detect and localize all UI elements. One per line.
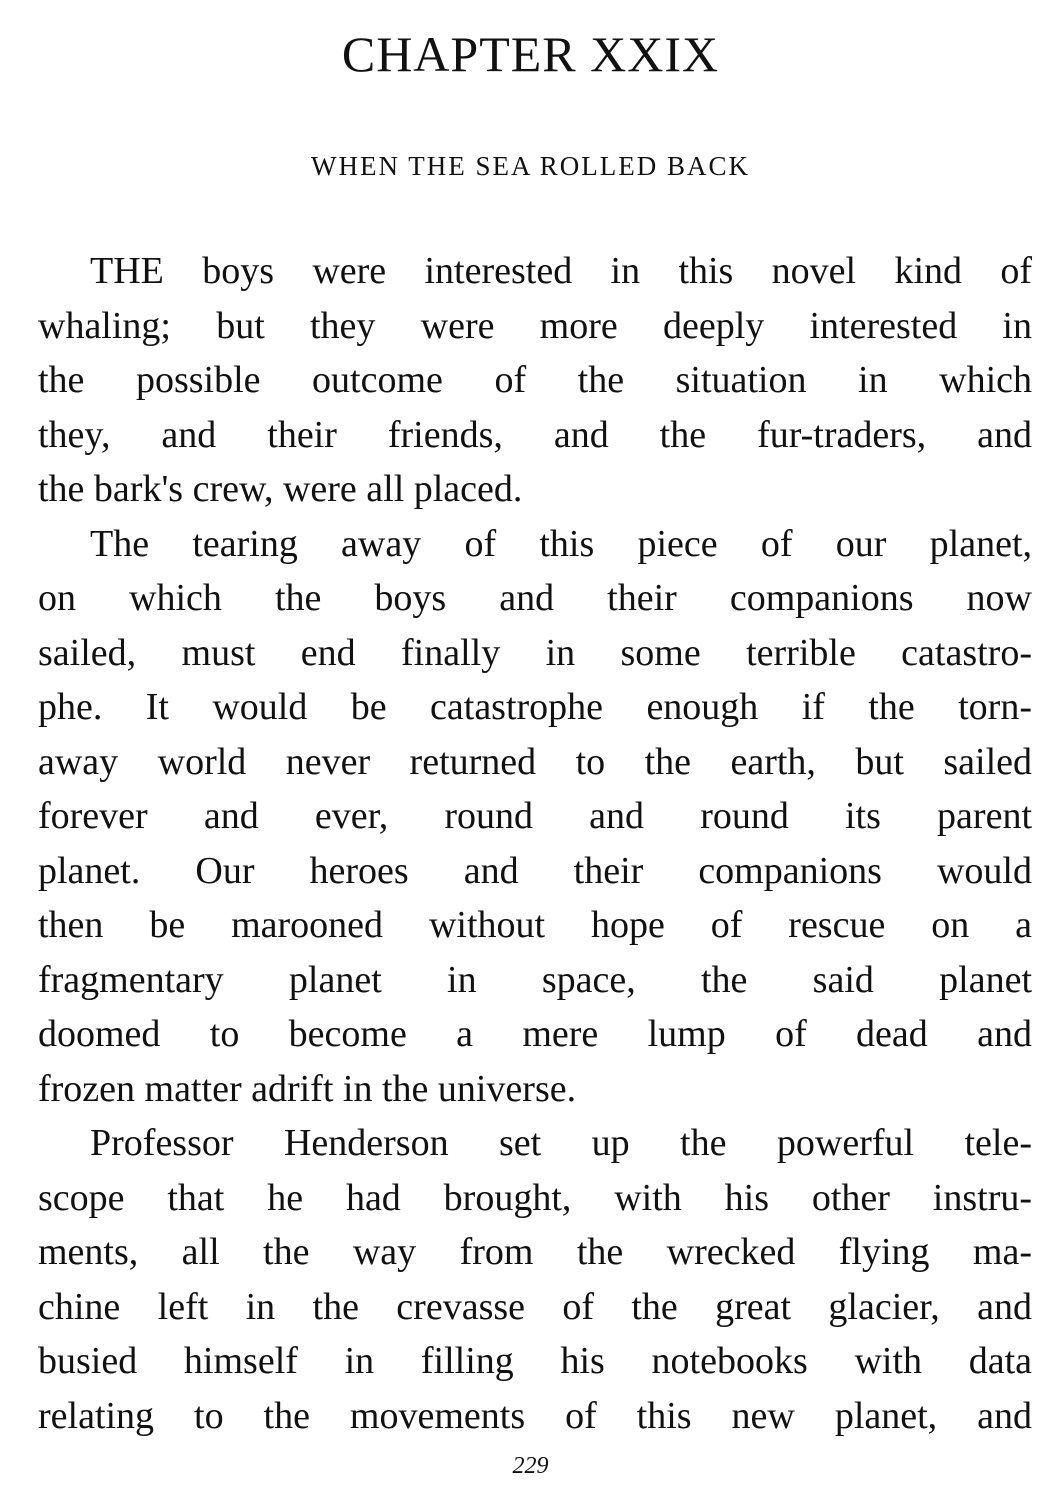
text-line: The tearing away of this piece of our planet,	[90, 522, 1032, 565]
text-line: doomed to become a mere lump of dead and	[38, 1013, 1032, 1055]
text-line: scope that he had brought, with his other instru-	[38, 1176, 1032, 1219]
paragraph-3	[38, 1116, 1032, 1443]
text-line: frozen matter adrift in the universe.	[38, 1067, 577, 1110]
text-line: planet. Our heroes and their companions would	[38, 849, 1032, 892]
text-line: the possible outcome of the situation in which	[38, 359, 1032, 401]
text-line: away world never returned to the earth, but sailed	[38, 740, 1032, 783]
text-line: chine left in the crevasse of the great glacier, and	[38, 1285, 1032, 1328]
page-number: 229	[512, 1453, 549, 1479]
text-line: THE boys were interested in this novel kind of	[90, 250, 1032, 292]
text-line: they, and their friends, and the fur-traders, and	[38, 413, 1032, 456]
text-line: forever and ever, round and round its parent	[38, 795, 1032, 837]
text-line: whaling; but they were more deeply interested in	[38, 304, 1032, 347]
text-line: relating to the movements of this new planet, and	[38, 1394, 1032, 1437]
text-line: Professor Henderson set up the powerful tele-	[90, 1122, 1032, 1164]
chapter-title: CHAPTER XXIX	[341, 26, 720, 82]
text-line: sailed, must end finally in some terrible catastro-	[38, 631, 1032, 674]
body-text	[38, 244, 1032, 1443]
text-line: the bark's crew, were all placed.	[38, 468, 523, 510]
text-line: on which the boys and their companions now	[38, 577, 1032, 619]
text-line: phe. It would be catastrophe enough if the torn-	[38, 686, 1032, 728]
text-line: ments, all the way from the wrecked flying ma-	[38, 1231, 1032, 1273]
text-line: busied himself in filling his notebooks with data	[38, 1340, 1032, 1382]
chapter-subtitle: WHEN THE SEA ROLLED BACK	[311, 151, 750, 181]
paragraph-2	[38, 517, 1032, 1117]
text-line: then be marooned without hope of rescue on a	[38, 904, 1032, 946]
text-line: fragmentary planet in space, the said planet	[38, 958, 1032, 1001]
paragraph-1	[38, 244, 1032, 517]
